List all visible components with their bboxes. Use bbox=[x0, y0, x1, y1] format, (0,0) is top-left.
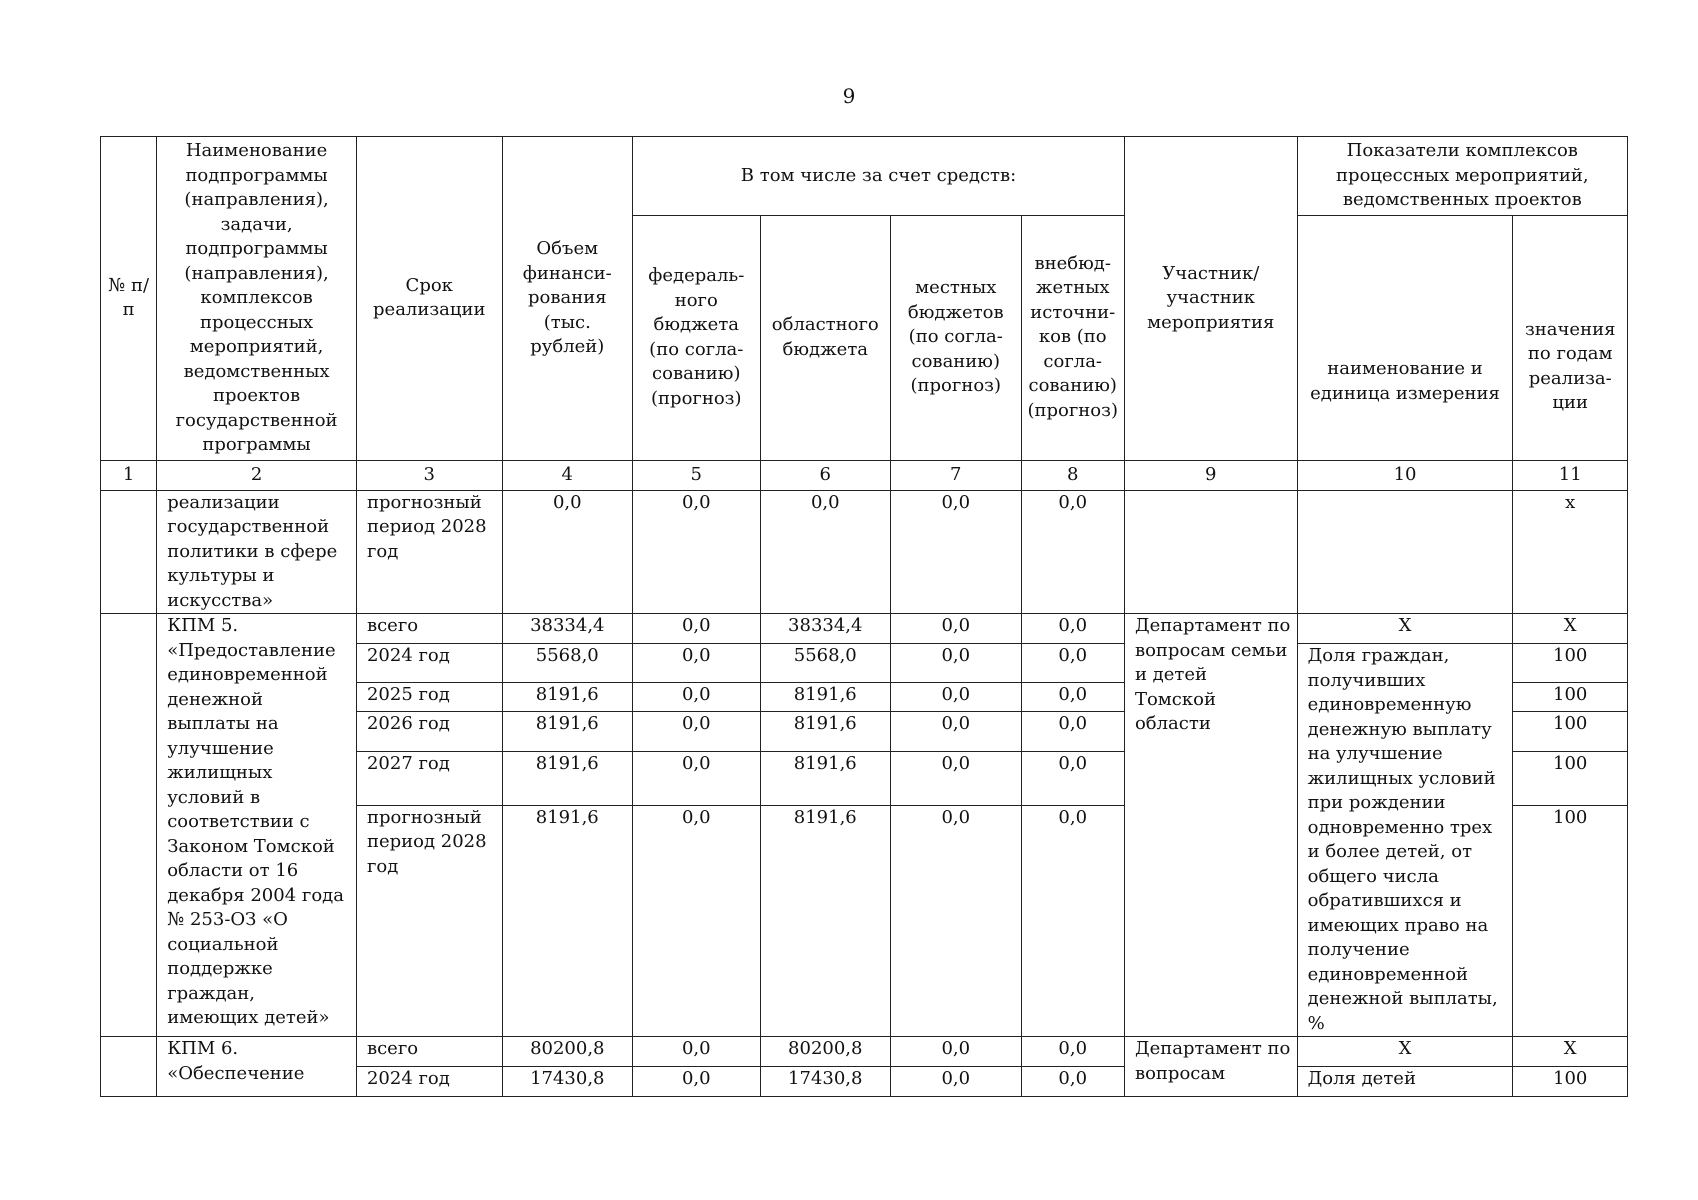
regional-value: 8191,6 bbox=[760, 712, 891, 751]
local-value: 0,0 bbox=[891, 644, 1022, 683]
total-value: 0,0 bbox=[502, 490, 633, 614]
column-number: 5 bbox=[633, 460, 760, 490]
column-number: 1 bbox=[101, 460, 157, 490]
header-indicator-name: наименование и единица измерения bbox=[1297, 215, 1513, 460]
indicator-value: 100 bbox=[1513, 805, 1628, 1036]
local-value: 0,0 bbox=[891, 683, 1022, 712]
local-value: 0,0 bbox=[891, 614, 1022, 644]
federal-value: 0,0 bbox=[633, 490, 760, 614]
federal-value: 0,0 bbox=[633, 805, 760, 1036]
item-name: КПМ 5. «Предоставление единовременной денежной выплаты на улучшение жилищных условий в соответствии с Законом Томской области от 16 декабря 2004 года № 253-ОЗ «О социальной поддержке граждан, имеющих детей» bbox=[157, 614, 357, 1037]
extra-value: 0,0 bbox=[1021, 683, 1124, 712]
local-value: 0,0 bbox=[891, 490, 1022, 614]
table-row bbox=[101, 1037, 1628, 1067]
column-number: 3 bbox=[356, 460, 502, 490]
indicator-value: 100 bbox=[1513, 644, 1628, 683]
column-number-row bbox=[101, 460, 1628, 490]
header-federal: федераль-ного бюджета (по согла-сованию) (прогноз) bbox=[633, 215, 760, 460]
period: 2025 год bbox=[356, 683, 502, 712]
header-period: Срок реализации bbox=[356, 137, 502, 461]
header-total: Объем финанси-рования (тыс. рублей) bbox=[502, 137, 633, 461]
header-participant: Участник/ участник мероприятия bbox=[1124, 137, 1297, 461]
header-regional: областного бюджета bbox=[760, 215, 891, 460]
total-value: 80200,8 bbox=[502, 1037, 633, 1067]
period: всего bbox=[356, 614, 502, 644]
indicator-total: Х bbox=[1297, 614, 1513, 644]
total-value: 5568,0 bbox=[502, 644, 633, 683]
header-num: № п/п bbox=[101, 137, 157, 461]
local-value: 0,0 bbox=[891, 712, 1022, 751]
indicator-value: Х bbox=[1513, 1037, 1628, 1067]
indicator-total: Х bbox=[1297, 1037, 1513, 1067]
extra-value: 0,0 bbox=[1021, 614, 1124, 644]
header-indicator-values: значения по годам реализа-ции bbox=[1513, 215, 1628, 460]
local-value: 0,0 bbox=[891, 805, 1022, 1036]
extra-value: 0,0 bbox=[1021, 712, 1124, 751]
total-value: 38334,4 bbox=[502, 614, 633, 644]
column-number: 9 bbox=[1124, 460, 1297, 490]
federal-value: 0,0 bbox=[633, 614, 760, 644]
header-indicators-group: Показатели комплексов процессных мероприятий, ведомственных проектов bbox=[1297, 137, 1627, 216]
indicator-value: 100 bbox=[1513, 1067, 1628, 1097]
header-local: местных бюджетов (по согла-сованию) (прогноз) bbox=[891, 215, 1022, 460]
period: 2024 год bbox=[356, 644, 502, 683]
federal-value: 0,0 bbox=[633, 644, 760, 683]
period: прогнозный период 2028 год bbox=[356, 805, 502, 1036]
federal-value: 0,0 bbox=[633, 1037, 760, 1067]
local-value: 0,0 bbox=[891, 1067, 1022, 1097]
federal-value: 0,0 bbox=[633, 751, 760, 805]
total-value: 8191,6 bbox=[502, 712, 633, 751]
header-name: Наименование подпрограммы (направления), задачи, подпрограммы (направления), комплексов процессных мероприятий, ведомственных проектов государственной программы bbox=[157, 137, 357, 461]
regional-value: 0,0 bbox=[760, 490, 891, 614]
total-value: 17430,8 bbox=[502, 1067, 633, 1097]
local-value: 0,0 bbox=[891, 1037, 1022, 1067]
header-extra: внебюд-жетных источни-ков (по согла-сованию) (прогноз) bbox=[1021, 215, 1124, 460]
regional-value: 17430,8 bbox=[760, 1067, 891, 1097]
column-number: 4 bbox=[502, 460, 633, 490]
extra-value: 0,0 bbox=[1021, 644, 1124, 683]
item-name: КПМ 6. «Обеспечение bbox=[157, 1037, 357, 1097]
federal-value: 0,0 bbox=[633, 712, 760, 751]
indicator-value: x bbox=[1513, 490, 1628, 614]
regional-value: 5568,0 bbox=[760, 644, 891, 683]
program-table bbox=[100, 136, 1628, 1097]
indicator-value: 100 bbox=[1513, 751, 1628, 805]
federal-value: 0,0 bbox=[633, 683, 760, 712]
participant: Департамент по вопросам bbox=[1124, 1037, 1297, 1097]
page-number: 9 bbox=[842, 84, 856, 108]
column-number: 11 bbox=[1513, 460, 1628, 490]
extra-value: 0,0 bbox=[1021, 490, 1124, 614]
period: всего bbox=[356, 1037, 502, 1067]
column-number: 2 bbox=[157, 460, 357, 490]
item-name: реализации государственной политики в сфере культуры и искусства» bbox=[157, 490, 357, 614]
period: 2027 год bbox=[356, 751, 502, 805]
extra-value: 0,0 bbox=[1021, 751, 1124, 805]
extra-value: 0,0 bbox=[1021, 1037, 1124, 1067]
total-value: 8191,6 bbox=[502, 805, 633, 1036]
period: прогнозный период 2028 год bbox=[356, 490, 502, 614]
column-number: 8 bbox=[1021, 460, 1124, 490]
participant: Департамент по вопросам семьи и детей Томской области bbox=[1124, 614, 1297, 1037]
regional-value: 8191,6 bbox=[760, 805, 891, 1036]
column-number: 10 bbox=[1297, 460, 1513, 490]
local-value: 0,0 bbox=[891, 751, 1022, 805]
regional-value: 38334,4 bbox=[760, 614, 891, 644]
federal-value: 0,0 bbox=[633, 1067, 760, 1097]
table-row bbox=[101, 490, 1628, 614]
total-value: 8191,6 bbox=[502, 683, 633, 712]
extra-value: 0,0 bbox=[1021, 1067, 1124, 1097]
period: 2026 год bbox=[356, 712, 502, 751]
period: 2024 год bbox=[356, 1067, 502, 1097]
indicator-name: Доля детей bbox=[1297, 1067, 1513, 1097]
table-row bbox=[101, 614, 1628, 644]
regional-value: 8191,6 bbox=[760, 683, 891, 712]
extra-value: 0,0 bbox=[1021, 805, 1124, 1036]
indicator-value: 100 bbox=[1513, 712, 1628, 751]
regional-value: 80200,8 bbox=[760, 1037, 891, 1067]
indicator-name: Доля граждан, получивших единовременную денежную выплату на улучшение жилищных условий при рождении одновременно трех и более детей, от общего числа обратившихся и имеющих право на получение единовременной денежной выплаты, % bbox=[1297, 644, 1513, 1037]
header-funds-group: В том числе за счет средств: bbox=[633, 137, 1125, 216]
column-number: 6 bbox=[760, 460, 891, 490]
indicator-value: Х bbox=[1513, 614, 1628, 644]
indicator-value: 100 bbox=[1513, 683, 1628, 712]
column-number: 7 bbox=[891, 460, 1022, 490]
total-value: 8191,6 bbox=[502, 751, 633, 805]
regional-value: 8191,6 bbox=[760, 751, 891, 805]
